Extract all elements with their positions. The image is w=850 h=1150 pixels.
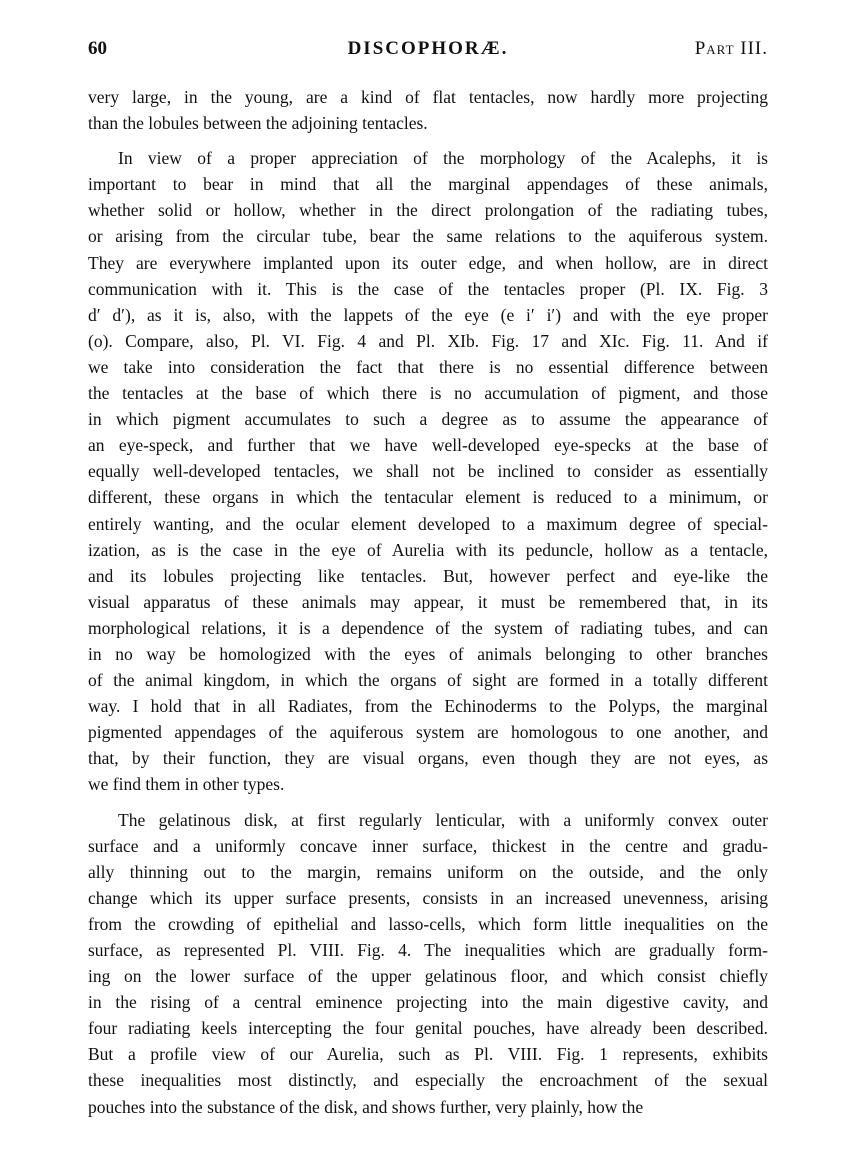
paragraph bbox=[88, 807, 768, 1120]
text-line: ization, as is the case in the eye of Aurelia with its peduncle, hollow as a tentacle, bbox=[88, 539, 768, 560]
text-line: change which its upper surface presents, consists in an increased unevenness, arising bbox=[88, 887, 768, 908]
part-label: Part III. bbox=[694, 38, 768, 59]
text-line: an eye-speck, and further that we have well-developed eye-specks at the base of bbox=[88, 435, 768, 456]
text-line: surface and a uniformly concave inner surface, thickest in the centre and gradu- bbox=[88, 835, 768, 856]
text-line: equally well-developed tentacles, we shall not be inclined to consider as essentially bbox=[88, 461, 768, 482]
text-line: In view of a proper appreciation of the morphology of the Acalephs, it is bbox=[118, 148, 768, 169]
text-line: surface, as represented Pl. VIII. Fig. 4. The inequalities which are gradually form- bbox=[88, 940, 768, 960]
text-line: in no way be homologized with the eyes of animals belonging to other branches bbox=[88, 643, 768, 664]
paragraph bbox=[88, 84, 768, 136]
text-line: very large, in the young, are a kind of flat tentacles, now hardly more projecting bbox=[88, 87, 768, 107]
running-head bbox=[88, 38, 768, 64]
paragraph-gap bbox=[88, 136, 768, 145]
section-title: DISCOPHORÆ. bbox=[347, 38, 509, 59]
text-line: morphological relations, it is a dependence of the system of radiating tubes, and can bbox=[88, 617, 768, 638]
text-line: or arising from the circular tube, bear the same relations to the aquiferous system. bbox=[88, 226, 768, 247]
text-line: d′ d′), as it is, also, with the lappets of the eye (e i′ i′) and with the eye proper bbox=[88, 304, 768, 325]
text-line: that, by their function, they are visual organs, even though they are not eyes, as bbox=[88, 748, 768, 769]
text-line: They are everywhere implanted upon its outer edge, and when hollow, are in direct bbox=[88, 252, 768, 273]
text-line: pouches into the substance of the disk, and shows further, very plainly, how the bbox=[88, 1096, 644, 1117]
text-line: from the crowding of epithelial and lasso-cells, which form little inequalities on the bbox=[88, 913, 768, 934]
text-line: these inequalities most distinctly, and especially the encroachment of the sexual bbox=[88, 1070, 768, 1091]
text-line: visual apparatus of these animals may appear, it must be remembered that, in its bbox=[88, 591, 768, 612]
text-line: than the lobules between the adjoining tentacles. bbox=[88, 113, 428, 134]
text-line: we take into consideration the fact that there is no essential difference between bbox=[88, 356, 768, 377]
text-line: ally thinning out to the margin, remains uniform on the outside, and the only bbox=[88, 861, 768, 882]
text-line: in which pigment accumulates to such a degree as to assume the appearance of bbox=[88, 409, 768, 430]
text-line: and its lobules projecting like tentacles. But, however perfect and eye-like the bbox=[88, 565, 768, 586]
paragraph-gap bbox=[88, 798, 768, 807]
text-line: four radiating keels intercepting the four genital pouches, have already been described. bbox=[88, 1018, 768, 1039]
text-line: communication with it. This is the case of the tentacles proper (Pl. IX. Fig. 3 bbox=[88, 278, 768, 299]
text-line: way. I hold that in all Radiates, from the Echinoderms to the Polyps, the marginal bbox=[88, 696, 768, 717]
text-line: the tentacles at the base of which there is no accumulation of pigment, and those bbox=[88, 383, 768, 404]
text-line: But a profile view of our Aurelia, such as Pl. VIII. Fig. 1 represents, exhibits bbox=[88, 1044, 768, 1065]
text-line: important to bear in mind that all the marginal appendages of these animals, bbox=[88, 174, 768, 195]
text-line: ing on the lower surface of the upper gelatinous floor, and which consist chiefly bbox=[88, 966, 768, 987]
paragraph bbox=[88, 145, 768, 797]
page-number: 60 bbox=[88, 38, 107, 59]
text-line: in the rising of a central eminence projecting into the main digestive cavity, and bbox=[88, 992, 768, 1013]
text-line: The gelatinous disk, at first regularly lenticular, with a uniformly convex outer bbox=[118, 809, 768, 830]
text-line: we find them in other types. bbox=[88, 774, 285, 795]
text-line: different, these organs in which the tentacular element is reduced to a minimum, or bbox=[88, 487, 768, 508]
text-line: (o). Compare, also, Pl. VI. Fig. 4 and Pl. XIb. Fig. 17 and XIc. Fig. 11. And if bbox=[88, 330, 768, 351]
text-line: entirely wanting, and the ocular element developed to a maximum degree of special- bbox=[88, 513, 768, 534]
text-line: pigmented appendages of the aquiferous system are homologous to one another, and bbox=[88, 722, 768, 743]
text-line: of the animal kingdom, in which the organs of sight are formed in a totally different bbox=[88, 670, 768, 691]
body-text bbox=[88, 84, 768, 1120]
text-line: whether solid or hollow, whether in the direct prolongation of the radiating tubes, bbox=[88, 200, 768, 221]
